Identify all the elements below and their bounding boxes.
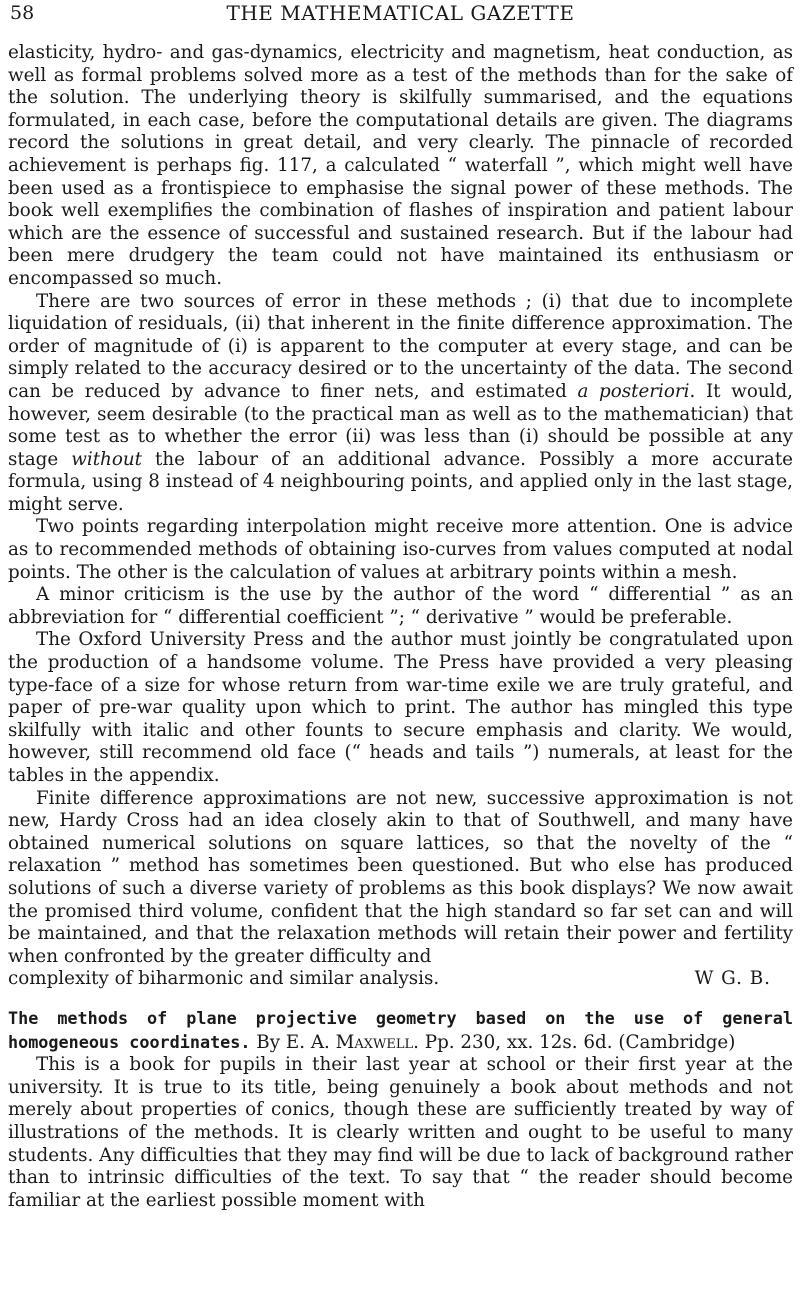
review2-by: By E. A. [256, 1031, 336, 1053]
review1-closing-line [8, 968, 793, 991]
review1-paragraph-6: Finite difference approximations are not new, successive approximation is not new, Hardy Cross had an idea closely akin to that of Southwell, and many have obtained numerical solutions on square lattices, so that the novelty of the “ relaxation ” method has sometimes been questioned. But who else has produced solutions of such a diverse variety of problems as this book displays? We now await the promised third volume, confident that the high standard so far set can and will be maintained, and that the relaxation methods will retain their power and fertility when confronted by the greater difficulty and [8, 787, 793, 967]
review1-paragraph-4: A minor criticism is the use by the author of the word “ differential ” as an abbreviation for “ differential coefficient ”; “ derivative ” would be preferable. [8, 584, 793, 628]
review1-p2-text-c: the labour of an additional advance. Possibly a more accurate formula, using 8 instead of 4 neighbouring points, and applied only in the last stage, might serve. [8, 448, 793, 515]
review1-paragraph-3: Two points regarding interpolation might receive more attention. One is advice as to recommended methods of obtaining iso-curves from values computed at nodal points. The other is the calculation of values at arbitrary points within a mesh. [8, 516, 793, 583]
running-head: THE MATHEMATICAL GAZETTE [226, 1, 575, 25]
review1-p2-italic-without: without [71, 448, 142, 470]
review1-p2-text-b: . It would, however, seem desirable (to the practical man as well as to the mathematician) that some test as to whether the error (ii) was less than (i) should be possible at any stage [8, 380, 793, 470]
journal-page [8, 0, 793, 1299]
review1-paragraph-5: The Oxford University Press and the author must jointly be congratulated upon the production of a handsome volume. The Press have provided a very pleasing type-face of a size for whose return from war-time exile we are truly grateful, and paper of pre-war quality upon which to print. The author has mingled this type skilfully with italic and other founts to secure emphasis and clarity. We would, however, still recommend old face (“ heads and tails ”) numerals, at least for the tables in the appendix. [8, 629, 793, 786]
review1-paragraph-2 [8, 291, 793, 517]
review1-p2-text-a: There are two sources of error in these methods ; (i) that due to incomplete liquidation of residuals, (ii) that inherent in the finite difference approximation. The order of magnitude of (i) is apparent to the computer at every stage, and can be simply related to the accuracy desired or to the uncertainty of the data. The second can be reduced by advance to finer nets, and estimated [8, 290, 793, 402]
review2-details: . Pp. 230, xx. 12s. 6d. (Cambridge) [413, 1031, 736, 1053]
review1-paragraph-1: elasticity, hydro- and gas-dynamics, electricity and magnetism, heat conduction, as well as formal problems solved more as a test of the methods than for the sake of the solution. The underlying theory is skilfully summarised, and the equations formulated, in each case, before the computational details are given. The diagrams record the solutions in great detail, and very clearly. The pinnacle of recorded achievement is perhaps fig. 117, a calculated “ waterfall ”, which might well have been used as a frontispiece to emphasise the signal power of these methods. The book well exemplifies the combination of flashes of inspiration and patient labour which are the essence of successful and sustained research. But if the labour had been mere drudgery the team could not have maintained its enthusiasm or encompassed so much. [8, 42, 793, 289]
review1-paragraph-6-last-line: complexity of biharmonic and similar analysis. [8, 968, 440, 990]
page-number: 58 [10, 2, 35, 24]
review2-heading [8, 1007, 793, 1054]
article-body [8, 42, 793, 1212]
page-header [8, 0, 793, 30]
review2-author: Maxwell [335, 1031, 414, 1053]
review2-book-title: The methods of plane projective geometry based on the use of general homogeneous coordinates. [8, 1007, 793, 1052]
reviewer-signature: W G. B. [694, 968, 771, 990]
review1-p2-italic-a-posteriori: a posteriori [577, 380, 690, 402]
review2-paragraph-1: This is a book for pupils in their last year at school or their first year at the university. It is true to its title, being genuinely a book about methods and not merely about properties of conics, though these are sufficiently treated by way of illustrations of the methods. It is clearly written and ought to be useful to many students. Any difficulties that they may find will be due to lack of background rather than to intrinsic difficulties of the text. To say that “ the reader should become familiar at the earliest possible moment with [8, 1054, 793, 1211]
